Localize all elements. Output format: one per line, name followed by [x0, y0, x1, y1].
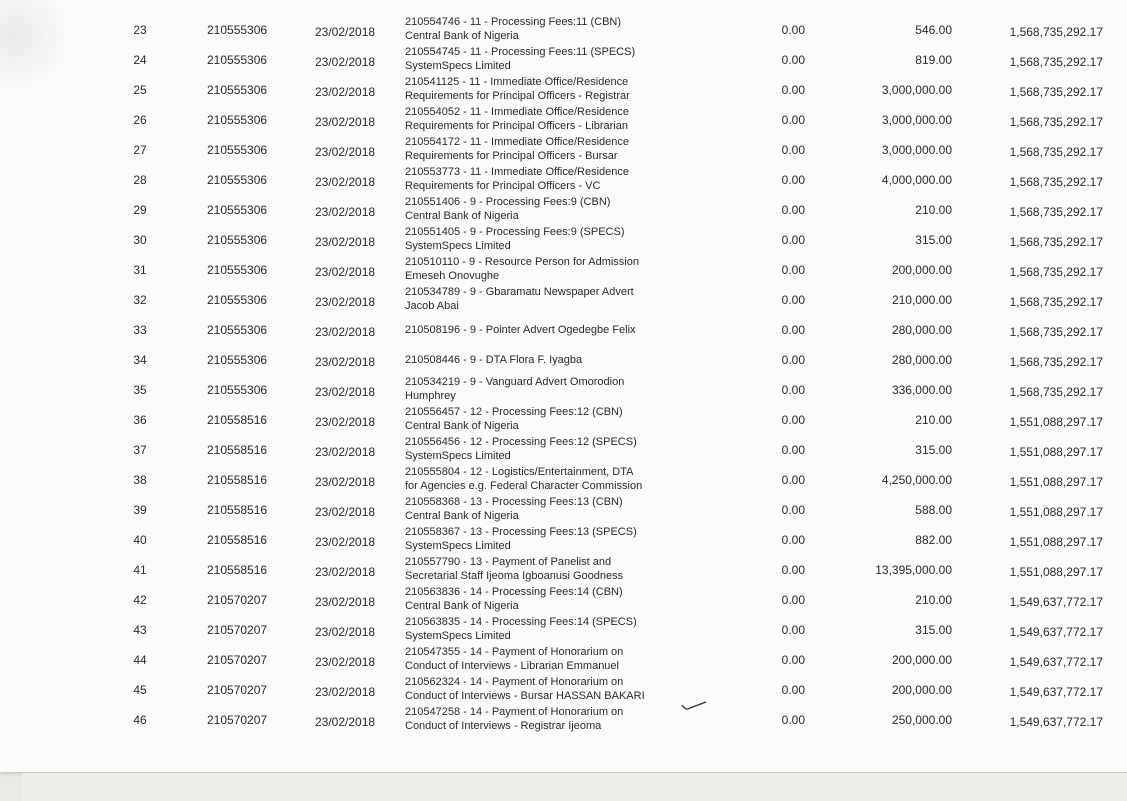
description-line-2: SystemSpecs Limited [405, 450, 511, 462]
debit-amount: 0.00 [781, 713, 805, 727]
table-row [0, 75, 1127, 105]
debit-amount: 0.00 [781, 203, 805, 217]
credit-amount: 4,000,000.00 [881, 173, 952, 187]
balance-amount: 1,551,088,297.17 [1009, 475, 1103, 489]
table-row [0, 45, 1127, 75]
transaction-date: 23/02/2018 [315, 265, 376, 279]
description-line-2: Central Bank of Nigeria [405, 510, 519, 522]
table-row [0, 435, 1127, 465]
serial-number: 38 [133, 473, 147, 487]
transaction-date: 23/02/2018 [315, 625, 376, 639]
reference-number: 210555306 [207, 323, 268, 337]
reference-number: 210555306 [207, 353, 268, 367]
description-line-2: Conduct of Interviews - Registrar Ijeoma [405, 720, 602, 732]
description-line-1: 210563836 - 14 - Processing Fees:14 (CBN) [405, 586, 623, 598]
credit-amount: 210,000.00 [891, 293, 952, 307]
transaction-date: 23/02/2018 [315, 595, 376, 609]
table-row [0, 255, 1127, 285]
credit-amount: 210.00 [915, 413, 952, 427]
description [405, 353, 582, 367]
description-line-2: Central Bank of Nigeria [405, 600, 519, 612]
credit-amount: 280,000.00 [891, 323, 952, 337]
credit-amount: 250,000.00 [891, 713, 952, 727]
reference-number: 210555306 [207, 143, 268, 157]
balance-amount: 1,568,735,292.17 [1009, 115, 1103, 129]
serial-number: 43 [133, 623, 147, 637]
description-line-1: 210510110 - 9 - Resource Person for Admission [405, 256, 639, 268]
description-line-2: SystemSpecs Limited [405, 240, 511, 252]
description [405, 323, 636, 337]
table-row [0, 225, 1127, 255]
serial-number: 26 [133, 113, 147, 127]
balance-amount: 1,568,735,292.17 [1009, 355, 1103, 369]
description-line-1: 210541125 - 11 - Immediate Office/Residence [405, 76, 629, 88]
table-row [0, 615, 1127, 645]
serial-number: 34 [133, 353, 147, 367]
debit-amount: 0.00 [781, 53, 805, 67]
balance-amount: 1,568,735,292.17 [1009, 85, 1103, 99]
reference-number: 210555306 [207, 173, 268, 187]
credit-amount: 315.00 [915, 233, 952, 247]
transaction-date: 23/02/2018 [315, 205, 376, 219]
description-line-1: 210558368 - 13 - Processing Fees:13 (CBN) [405, 496, 623, 508]
serial-number: 42 [133, 593, 147, 607]
description-line-1: 210551405 - 9 - Processing Fees:9 (SPECS) [405, 226, 625, 238]
transaction-date: 23/02/2018 [315, 715, 376, 729]
description-line-2: Emeseh Onovughe [405, 270, 500, 282]
table-row [0, 165, 1127, 195]
description-line-1: 210553773 - 11 - Immediate Office/Residence [405, 166, 630, 178]
description [405, 525, 637, 553]
transaction-date: 23/02/2018 [315, 415, 376, 429]
description-line-1: 210551406 - 9 - Processing Fees:9 (CBN) [405, 196, 611, 208]
transaction-date: 23/02/2018 [315, 655, 376, 669]
debit-amount: 0.00 [781, 623, 805, 637]
description [405, 555, 623, 583]
balance-amount: 1,568,735,292.17 [1009, 55, 1103, 69]
credit-amount: 3,000,000.00 [881, 113, 952, 127]
description-line-2: Secretarial Staff Ijeoma Igboanusi Goodness [405, 570, 624, 582]
debit-amount: 0.00 [781, 503, 805, 517]
serial-number: 37 [133, 443, 147, 457]
reference-number: 210570207 [207, 713, 268, 727]
description-line-2: SystemSpecs Limited [405, 630, 511, 642]
reference-number: 210555306 [207, 23, 268, 37]
description-line-1: 210508446 - 9 - DTA Flora F. Iyagba [405, 354, 583, 366]
description-line-1: 210556457 - 12 - Processing Fees:12 (CBN) [405, 406, 623, 418]
serial-number: 33 [133, 323, 147, 337]
reference-number: 210555306 [207, 233, 268, 247]
reference-number: 210570207 [207, 623, 268, 637]
credit-amount: 200,000.00 [891, 683, 952, 697]
table-row-partial [0, 0, 1127, 8]
debit-amount: 0.00 [781, 533, 805, 547]
debit-amount: 0.00 [781, 353, 805, 367]
credit-amount: 200,000.00 [891, 263, 952, 277]
description [405, 585, 623, 613]
serial-number: 32 [133, 293, 147, 307]
table-row [0, 555, 1127, 585]
transaction-date: 23/02/2018 [315, 445, 376, 459]
description-line-1: 210554172 - 11 - Immediate Office/Residence [405, 136, 630, 148]
description-line-2: Requirements for Principal Officers - VC [405, 180, 601, 192]
table-row [0, 105, 1127, 135]
description [405, 405, 623, 433]
debit-amount: 0.00 [781, 413, 805, 427]
serial-number: 39 [133, 503, 147, 517]
description-line-1: 210547355 - 14 - Payment of Honorarium on [405, 646, 624, 658]
debit-amount: 0.00 [781, 683, 805, 697]
balance-amount: 1,568,735,292.17 [1009, 205, 1103, 219]
description [405, 255, 639, 283]
credit-amount: 13,395,000.00 [875, 563, 952, 577]
description-line-1: 210554052 - 11 - Immediate Office/Residence [405, 106, 630, 118]
description-line-2: Conduct of Interviews - Bursar HASSAN BAKARI [405, 690, 645, 702]
balance-amount: 1,568,735,292.17 [1009, 385, 1103, 399]
transaction-date: 23/02/2018 [315, 535, 376, 549]
description-line-2: Conduct of Interviews - Librarian Emmanuel [405, 660, 619, 672]
description-line-2: Central Bank of Nigeria [405, 210, 519, 222]
balance-amount: 1,549,637,772.17 [1009, 655, 1103, 669]
debit-amount: 0.00 [781, 293, 805, 307]
description-line-2: Requirements for Principal Officers - Registrar [405, 90, 630, 102]
description-line-2: SystemSpecs Limited [405, 60, 511, 72]
description-line-1: 210562324 - 14 - Payment of Honorarium on [405, 676, 624, 688]
debit-amount: 0.00 [781, 173, 805, 187]
description-line-1: 210554745 - 11 - Processing Fees:11 (SPECS) [405, 46, 636, 58]
credit-amount: 819.00 [915, 53, 952, 67]
debit-amount: 0.00 [781, 143, 805, 157]
balance-amount: 1,551,088,297.17 [1009, 505, 1103, 519]
description [405, 465, 642, 493]
table-row [0, 135, 1127, 165]
balance-amount: 1,551,088,297.17 [1009, 565, 1103, 579]
table-row [0, 315, 1127, 345]
serial-number: 29 [133, 203, 147, 217]
reference-number: 210555306 [207, 293, 268, 307]
debit-amount: 0.00 [781, 383, 805, 397]
serial-number: 41 [133, 563, 147, 577]
reference-number: 210555306 [207, 263, 268, 277]
serial-number: 31 [133, 263, 147, 277]
serial-number: 27 [133, 143, 147, 157]
balance-amount: 1,549,637,772.17 [1009, 685, 1103, 699]
description [405, 225, 625, 253]
balance-amount: 1,549,637,772.17 [1009, 595, 1103, 609]
transaction-date: 23/02/2018 [315, 25, 376, 39]
description [405, 15, 621, 43]
serial-number: 28 [133, 173, 147, 187]
reference-number: 210558516 [207, 473, 268, 487]
transaction-date: 23/02/2018 [315, 175, 376, 189]
reference-number: 210558516 [207, 563, 268, 577]
balance-amount: 1,568,735,292.17 [1009, 325, 1103, 339]
table-row [0, 675, 1127, 705]
table-row [0, 525, 1127, 555]
description-line-2: for Agencies e.g. Federal Character Commission [405, 480, 643, 492]
transaction-date: 23/02/2018 [315, 385, 376, 399]
credit-amount: 882.00 [915, 533, 952, 547]
serial-number: 35 [133, 383, 147, 397]
description [405, 195, 610, 223]
debit-amount: 0.00 [781, 563, 805, 577]
debit-amount: 0.00 [781, 113, 805, 127]
serial-number: 25 [133, 83, 147, 97]
debit-amount: 0.00 [781, 593, 805, 607]
reference-number: 210558516 [207, 443, 268, 457]
description-line-1: 210508196 - 9 - Pointer Advert Ogedegbe Felix [405, 324, 636, 336]
transaction-date: 23/02/2018 [315, 685, 376, 699]
table-row [0, 345, 1127, 375]
description-line-2: Humphrey [405, 390, 456, 402]
description [405, 645, 623, 673]
table-row [0, 585, 1127, 615]
credit-amount: 280,000.00 [891, 353, 952, 367]
credit-amount: 200,000.00 [891, 653, 952, 667]
transaction-date: 23/02/2018 [315, 355, 376, 369]
table-row [0, 495, 1127, 525]
serial-number: 23 [133, 23, 147, 37]
description-line-1: 210563835 - 14 - Processing Fees:14 (SPECS) [405, 616, 637, 628]
credit-amount: 315.00 [915, 623, 952, 637]
description [405, 135, 629, 163]
description [405, 675, 645, 703]
desk-surface [22, 772, 1127, 801]
balance-amount: 1,568,735,292.17 [1009, 25, 1103, 39]
reference-number: 210558516 [207, 413, 268, 427]
reference-number: 210555306 [207, 53, 268, 67]
serial-number: 46 [133, 713, 147, 727]
debit-amount: 0.00 [781, 233, 805, 247]
description [405, 105, 629, 133]
balance-amount: 1,568,735,292.17 [1009, 175, 1103, 189]
reference-number: 210570207 [207, 683, 268, 697]
balance-amount: 1,551,088,297.17 [1009, 445, 1103, 459]
transaction-date: 23/02/2018 [315, 505, 376, 519]
debit-amount: 0.00 [781, 653, 805, 667]
transaction-date: 23/02/2018 [315, 145, 376, 159]
serial-number: 44 [133, 653, 147, 667]
credit-amount: 210.00 [915, 593, 952, 607]
debit-amount: 0.00 [781, 323, 805, 337]
credit-amount: 4,250,000.00 [881, 473, 952, 487]
debit-amount: 0.00 [781, 83, 805, 97]
table-row [0, 465, 1127, 495]
description-line-1: 210554746 - 11 - Processing Fees:11 (CBN) [405, 16, 622, 28]
handwritten-tick-mark [680, 700, 708, 712]
transaction-date: 23/02/2018 [315, 55, 376, 69]
transaction-date: 23/02/2018 [315, 85, 376, 99]
credit-amount: 3,000,000.00 [881, 143, 952, 157]
table-row [0, 705, 1127, 735]
credit-amount: 546.00 [915, 23, 952, 37]
description [405, 435, 637, 463]
description-line-1: 210558367 - 13 - Processing Fees:13 (SPECS) [405, 526, 637, 538]
transaction-date: 23/02/2018 [315, 325, 376, 339]
description [405, 165, 629, 193]
description [405, 615, 637, 643]
credit-amount: 336,000.00 [891, 383, 952, 397]
description-line-1: 210534789 - 9 - Gbaramatu Newspaper Advert [405, 286, 634, 298]
description-line-1: 210534219 - 9 - Vanguard Advert Omorodion [405, 376, 625, 388]
balance-amount: 1,568,735,292.17 [1009, 145, 1103, 159]
description-line-2: SystemSpecs Limited [405, 540, 511, 552]
transaction-date: 23/02/2018 [315, 565, 376, 579]
balance-amount: 1,551,088,297.17 [1009, 535, 1103, 549]
table-row [0, 405, 1127, 435]
description [405, 495, 623, 523]
transaction-date: 23/02/2018 [315, 235, 376, 249]
description-line-2: Requirements for Principal Officers - Librarian [405, 120, 628, 132]
credit-amount: 3,000,000.00 [881, 83, 952, 97]
balance-amount: 1,549,637,772.17 [1009, 625, 1103, 639]
table-row [0, 645, 1127, 675]
description [405, 285, 634, 313]
credit-amount: 210.00 [915, 203, 952, 217]
table-row [0, 195, 1127, 225]
transaction-date: 23/02/2018 [315, 115, 376, 129]
description [405, 45, 635, 73]
description-line-1: 210557790 - 13 - Payment of Panelist and [405, 556, 612, 568]
debit-amount: 0.00 [781, 23, 805, 37]
description-line-2: Central Bank of Nigeria [405, 420, 519, 432]
serial-number: 30 [133, 233, 147, 247]
description [405, 75, 630, 103]
credit-amount: 588.00 [915, 503, 952, 517]
credit-amount: 315.00 [915, 443, 952, 457]
debit-amount: 0.00 [781, 473, 805, 487]
description-line-2: Requirements for Principal Officers - Bursar [405, 150, 618, 162]
reference-number: 210555306 [207, 203, 268, 217]
description-line-1: 210547258 - 14 - Payment of Honorarium on [405, 706, 624, 718]
balance-amount: 1,551,088,297.17 [1009, 415, 1103, 429]
serial-number: 40 [133, 533, 147, 547]
serial-number: 24 [133, 53, 147, 67]
debit-amount: 0.00 [781, 443, 805, 457]
table-row [0, 375, 1127, 405]
table-row [0, 285, 1127, 315]
table-row [0, 15, 1127, 45]
balance-amount: 1,568,735,292.17 [1009, 235, 1103, 249]
serial-number: 36 [133, 413, 147, 427]
description-line-1: 210555804 - 12 - Logistics/Entertainment, DTA [405, 466, 634, 478]
description-line-2: Jacob Abai [405, 300, 459, 312]
description [405, 705, 623, 733]
reference-number: 210555306 [207, 383, 268, 397]
reference-number: 210570207 [207, 593, 268, 607]
description-line-2: Central Bank of Nigeria [405, 30, 519, 42]
reference-number: 210570207 [207, 653, 268, 667]
reference-number: 210558516 [207, 503, 268, 517]
debit-amount: 0.00 [781, 263, 805, 277]
description [405, 375, 624, 403]
balance-amount: 1,568,735,292.17 [1009, 265, 1103, 279]
reference-number: 210555306 [207, 113, 268, 127]
balance-amount: 1,568,735,292.17 [1009, 295, 1103, 309]
balance-amount: 1,549,637,772.17 [1009, 715, 1103, 729]
description-line-1: 210556456 - 12 - Processing Fees:12 (SPECS) [405, 436, 637, 448]
serial-number: 45 [133, 683, 147, 697]
reference-number: 210555306 [207, 83, 268, 97]
transaction-date: 23/02/2018 [315, 295, 376, 309]
transaction-date: 23/02/2018 [315, 475, 376, 489]
reference-number: 210558516 [207, 533, 268, 547]
